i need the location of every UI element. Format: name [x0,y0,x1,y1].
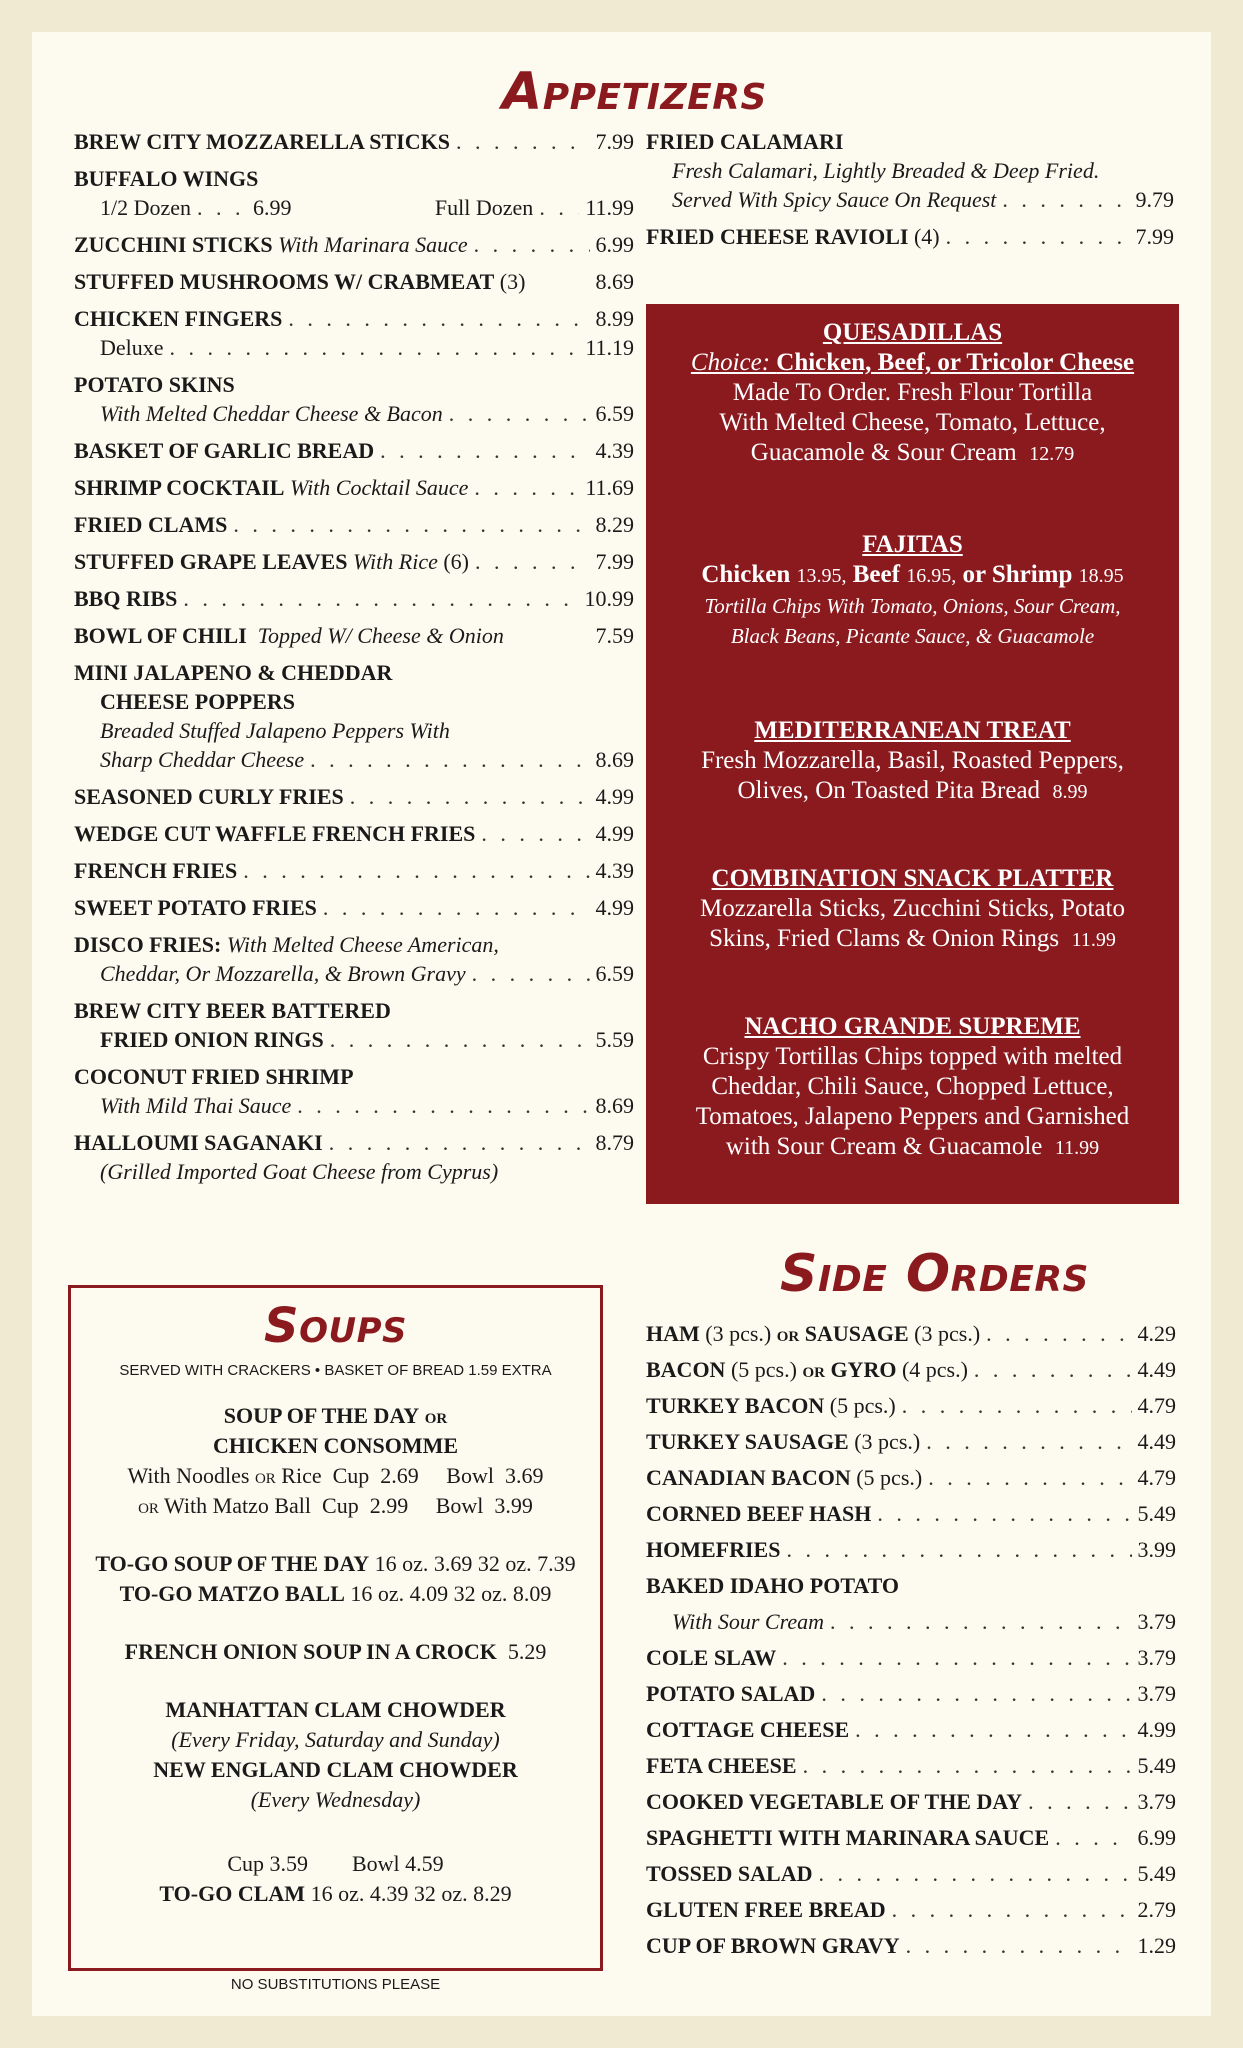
list-item: BAKED IDAHO POTATO With Sour Cream . . . 3.79 [646,1564,1176,1636]
list-item: STUFFED GRAPE LEAVES With Rice (6) . . . 7.99 [74,539,634,576]
specials-box [646,304,1179,1204]
list-item: SWEET POTATO FRIES . . . 4.99 [74,885,634,922]
list-item: SEASONED CURLY FRIES . . . 4.99 [74,774,634,811]
list-item: HOMEFRIES . . . 3.99 [646,1528,1176,1564]
list-item: CORNED BEEF HASH . . . 5.49 [646,1492,1176,1528]
list-item: STUFFED MUSHROOMS W/ CRABMEAT (3) 8.69 [74,269,634,294]
list-item: ZUCCHINI STICKS With Marinara Sauce . . . 6.99 [74,222,634,259]
list-item: HALLOUMI SAGANAKI . . . 8.79 (Grilled Imported Goat Cheese from Cyprus) [74,1120,634,1186]
soup-of-the-day: SOUP OF THE DAY or CHICKEN CONSOMME With Noodles or Rice Cup 2.69 Bowl 3.69 or With Matzo Ball Cup 2.99 Bowl 3.99 [127,1403,544,1518]
soups-note: SERVED WITH CRACKERS • BASKET OF BREAD 1.59 EXTRA [119,1362,552,1379]
nacho-section: NACHO GRANDE SUPREME Crispy Tortillas Chips topped with melted Cheddar, Chili Sauce, Chopped Lettuce, Tomatoes, Jalapeno Peppers and Garnished with Sour Cream & Guacamole 11.99 [695,1013,1130,1160]
list-item: BACON (5 pcs.) or GYRO (4 pcs.) . . . 4.49 [646,1348,1176,1384]
menu-page [32,32,1211,2016]
french-onion: FRENCH ONION SOUP IN A CROCK 5.29 [124,1639,547,1664]
togo-soups: TO-GO SOUP OF THE DAY 16 oz. 3.69 32 oz. 7.39 TO-GO MATZO BALL 16 oz. 4.09 32 oz. 8.09 [95,1551,576,1606]
list-item: CANADIAN BACON (5 pcs.) . . . 4.79 [646,1456,1176,1492]
list-item: POTATO SKINS With Melted Cheddar Cheese & Bacon . . . 6.59 [74,362,634,428]
list-item: GLUTEN FREE BREAD . . . 2.79 [646,1888,1176,1924]
appetizers-left-column [74,127,634,1186]
list-item: BASKET OF GARLIC BREAD . . . 4.39 [74,428,634,465]
list-item: COLE SLAW . . . 3.79 [646,1636,1176,1672]
side-orders-list [646,1312,1176,1960]
list-item: FRIED CLAMS . . . 8.29 [74,502,634,539]
list-item: COCONUT FRIED SHRIMP With Mild Thai Sauce . . . 8.69 [74,1054,634,1120]
list-item: SPAGHETTI WITH MARINARA SAUCE . . . 6.99 [646,1816,1176,1852]
list-item: FRIED CALAMARI Fresh Calamari, Lightly Breaded & Deep Fried. Served With Spicy Sauce On Request . . . 9.79 [646,127,1174,214]
list-item: MINI JALAPENO & CHEDDAR CHEESE POPPERS Breaded Stuffed Jalapeno Peppers With Sharp Cheddar Cheese . . . 8.69 [74,650,634,774]
list-item: CHICKEN FINGERS . . . 8.99 Deluxe . . . 11.19 [74,296,634,362]
list-item: FETA CHEESE . . . 5.49 [646,1744,1176,1780]
list-item: DISCO FRIES: With Melted Cheese American, Cheddar, Or Mozzarella, & Brown Gravy . . . 6.59 [74,922,634,988]
list-item: TURKEY BACON (5 pcs.) . . . 4.79 [646,1384,1176,1420]
appetizers-title: Appetizers [502,62,767,122]
side-orders-title: Side Orders [780,1244,1089,1304]
list-item: COOKED VEGETABLE OF THE DAY . . . 3.79 [646,1780,1176,1816]
list-item: BREW CITY MOZZARELLA STICKS . . . 7.99 [74,127,634,156]
list-item: CUP OF BROWN GRAVY . . . 1.29 [646,1924,1176,1960]
list-item: FRIED CHEESE RAVIOLI (4) . . . 7.99 [646,214,1174,251]
list-item: TOSSED SALAD . . . 5.49 [646,1852,1176,1888]
quesadillas-section: QUESADILLAS Choice: Chicken, Beef, or Tricolor Cheese Made To Order. Fresh Flour Tortilla With Melted Cheese, Tomato, Lettuce, Guacamole & Sour Cream 12.79 [690,319,1135,466]
list-item: SHRIMP COCKTAIL With Cocktail Sauce . . . 11.69 [74,465,634,502]
list-item: BUFFALO WINGS 1/2 Dozen . . . 6.99 Full Dozen . . . 11.99 [74,156,634,222]
clam-chowders: MANHATTAN CLAM CHOWDER (Every Friday, Saturday and Sunday) NEW ENGLAND CLAM CHOWDER (Every Wednesday) [153,1697,518,1812]
fajitas-section: FAJITAS Chicken 13.95, Beef 16.95, or Shrimp 18.95 Tortilla Chips With Tomato, Onions, Sour Cream, Black Beans, Picante Sauce, & Guacamole [701,531,1124,648]
list-item: FRENCH FRIES . . . 4.39 [74,848,634,885]
appetizers-right-column [646,127,1174,251]
clam-prices: Cup 3.59 Bowl 4.59 TO-GO CLAM 16 oz. 4.39 32 oz. 8.29 [159,1851,512,1906]
list-item: COTTAGE CHEESE . . . 4.99 [646,1708,1176,1744]
list-item: BOWL OF CHILI Topped W/ Cheese & Onion 7.59 [74,623,634,648]
soups-box [68,1285,603,1971]
no-substitutions-note: NO SUBSTITUTIONS PLEASE [230,1976,441,1993]
list-item: TURKEY SAUSAGE (3 pcs.) . . . 4.49 [646,1420,1176,1456]
list-item: BREW CITY BEER BATTERED FRIED ONION RINGS . . . 5.59 [74,988,634,1054]
list-item: HAM (3 pcs.) or SAUSAGE (3 pcs.) . . . 4.29 [646,1312,1176,1348]
soups-title: Soups [264,1298,407,1354]
combination-section: COMBINATION SNACK PLATTER Mozzarella Sticks, Zucchini Sticks, Potato Skins, Fried Clams & Onion Rings 11.99 [700,865,1125,952]
list-item: WEDGE CUT WAFFLE FRENCH FRIES . . . 4.99 [74,811,634,848]
list-item: POTATO SALAD . . . 3.79 [646,1672,1176,1708]
mediterranean-section: MEDITERRANEAN TREAT Fresh Mozzarella, Basil, Roasted Peppers, Olives, On Toasted Pita Bread 8.99 [701,717,1124,804]
list-item: BBQ RIBS . . . 10.99 [74,576,634,613]
